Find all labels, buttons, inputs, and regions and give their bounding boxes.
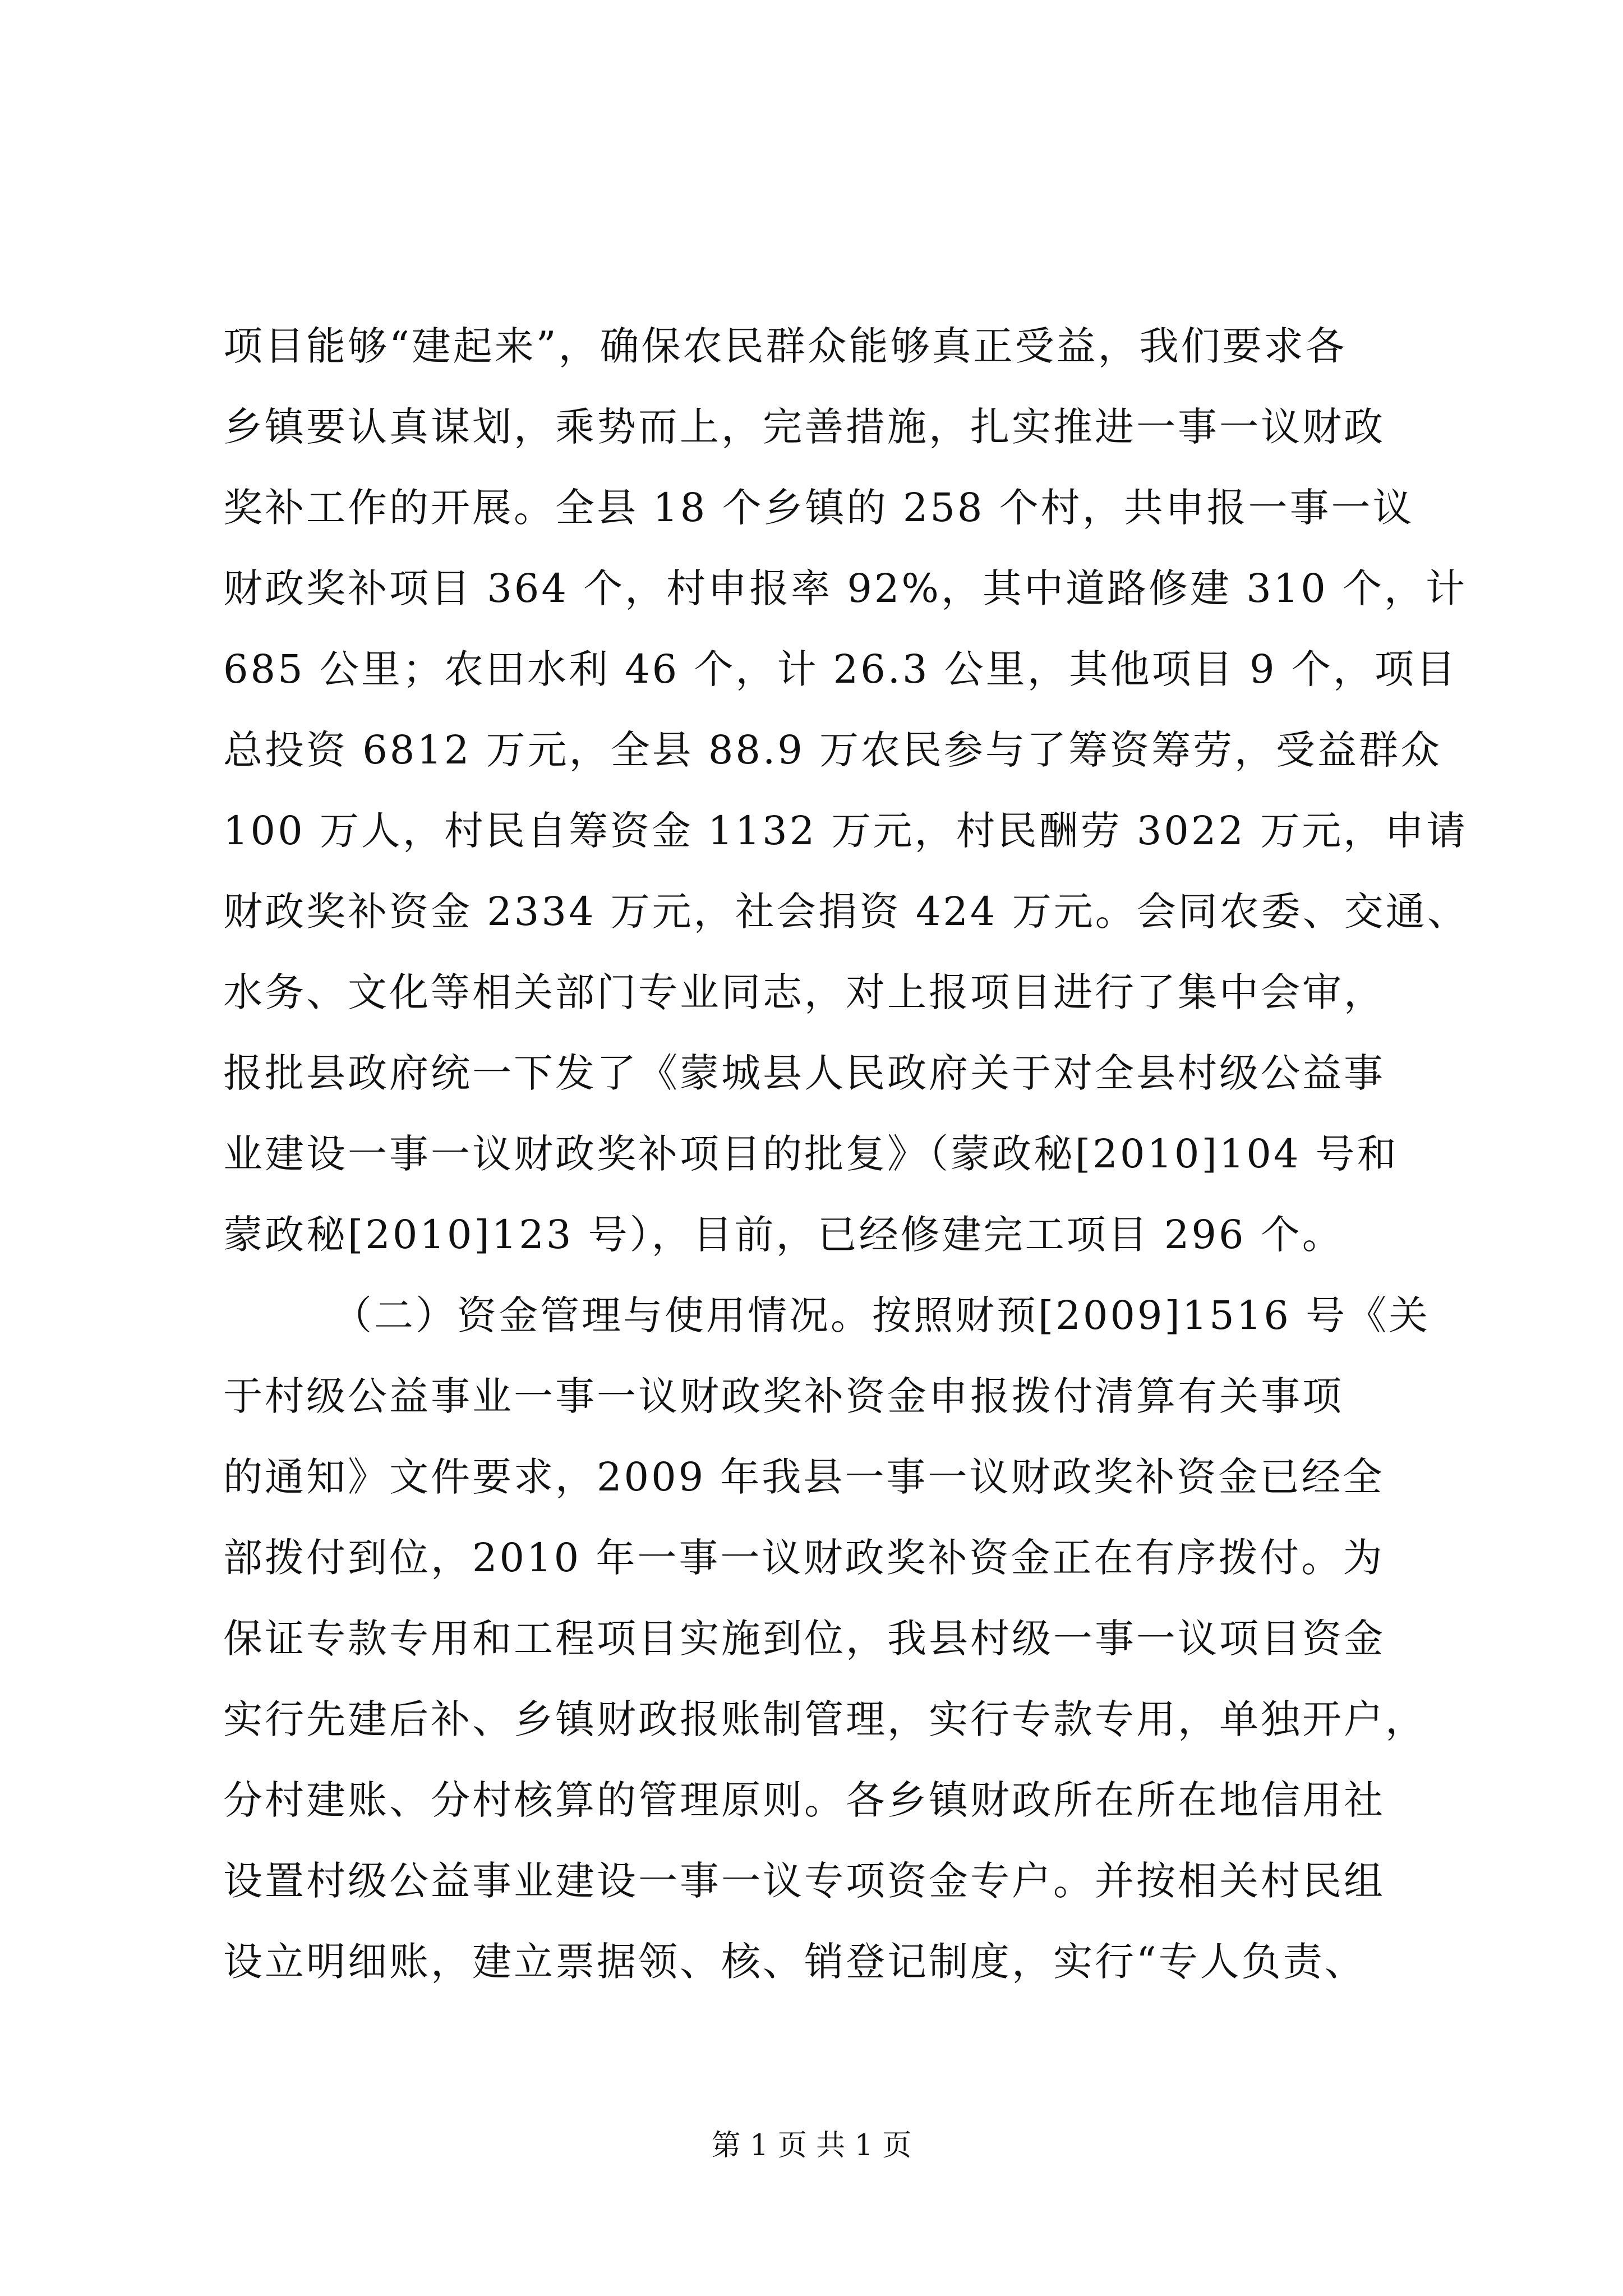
text-line: 财政奖补资金 2334 万元，社会捐资 424 万元。会同农委、交通、	[223, 889, 1469, 935]
text-line: 水务、文化等相关部门专业同志，对上报项目进行了集中会审，	[223, 969, 1385, 1015]
text-line: 乡镇要认真谋划，乘势而上，完善措施，扎实推进一事一议财政	[223, 404, 1385, 450]
text-line: 业建设一事一议财政奖补项目的批复》（蒙政秘[2010]104 号和	[223, 1131, 1399, 1177]
text-line: 保证专款专用和工程项目实施到位，我县村级一事一议项目资金	[223, 1616, 1385, 1662]
text-line: 蒙政秘[2010]123 号），目前，已经修建完工项目 296 个。	[223, 1212, 1344, 1258]
text-line: 设立明细账，建立票据领、核、销登记制度，实行“专人负责、	[223, 1939, 1366, 1985]
text-line: 部拨付到位，2010 年一事一议财政奖补资金正在有序拨付。为	[223, 1535, 1385, 1581]
text-line: 设置村级公益事业建设一事一议专项资金专户。并按相关村民组	[223, 1858, 1385, 1904]
text-line: 实行先建后补、乡镇财政报账制管理，实行专款专用，单独开户，	[223, 1696, 1427, 1742]
text-line: 总投资 6812 万元，全县 88.9 万农民参与了筹资筹劳，受益群众	[223, 727, 1442, 773]
section-heading-line: （二）资金管理与使用情况。按照财预[2009]1516 号《关	[333, 1292, 1431, 1338]
text-line: 报批县政府统一下发了《蒙城县人民政府关于对全县村级公益事	[223, 1050, 1385, 1096]
text-line: 100 万人，村民自筹资金 1132 万元，村民酬劳 3022 万元，申请	[223, 808, 1468, 854]
page-footer: 第 1 页 共 1 页	[711, 2129, 912, 2162]
text-line: 的通知》文件要求，2009 年我县一事一议财政奖补资金已经全	[223, 1454, 1385, 1500]
text-line: 分村建账、分村核算的管理原则。各乡镇财政所在所在地信用社	[223, 1777, 1385, 1823]
text-line: 于村级公益事业一事一议财政奖补资金申报拨付清算有关事项	[223, 1373, 1344, 1419]
text-line: 奖补工作的开展。全县 18 个乡镇的 258 个村，共申报一事一议	[223, 485, 1414, 531]
text-line: 项目能够“建起来”，确保农民群众能够真正受益，我们要求各	[223, 323, 1347, 369]
text-line: 685 公里；农田水利 46 个，计 26.3 公里，其他项目 9 个，项目	[223, 646, 1458, 692]
text-line: 财政奖补项目 364 个，村申报率 92%，其中道路修建 310 个，计	[223, 565, 1468, 611]
body-text	[223, 306, 1474, 2002]
